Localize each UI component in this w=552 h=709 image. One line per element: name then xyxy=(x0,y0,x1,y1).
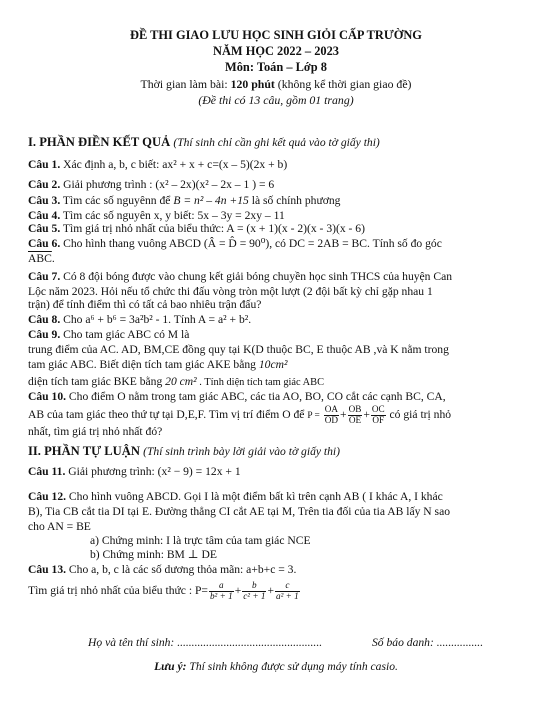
fraction-a: $\frac{a}{\text{b² + 1}}$ xyxy=(209,580,233,601)
school-year: NĂM HỌC 2022 – 2023 xyxy=(213,44,339,58)
question-2: Câu 2. Giải phương trình : (x² – 2x)(x² – 2x – 1 ) = 6 xyxy=(28,178,275,191)
question-6-cont: $\overline{ABC}$. xyxy=(28,252,55,265)
question-11: Câu 11. Giải phương trình: (x² − 9) = 12x + 1 xyxy=(28,465,241,478)
question-12-l3: cho AN = BE xyxy=(28,520,91,533)
question-9: Câu 9. Cho tam giác ABC có M là xyxy=(28,328,190,341)
time-limit: Thời gian làm bài: 120 phút (không kể thời gian giao đề) xyxy=(140,77,412,91)
question-3: Câu 3. Tìm các số nguyênn để B = n² – 4n +15 là số chính phương xyxy=(28,194,341,207)
section1-heading: I. PHẦN ĐIỀN KẾT QUẢ (Thí sinh chỉ cần ghi kết quả vào tờ giấy thi) xyxy=(28,135,380,149)
section2-heading: II. PHẦN TỰ LUẬN (Thí sinh trình bày lời giải vào tờ giấy thi) xyxy=(28,444,341,458)
question-4: Câu 4. Tìm các số nguyên x, y biết: 5x – 3y = 2xy – 11 xyxy=(28,209,285,222)
question-12-a: a) Chứng minh: I là trực tâm của tam giác NCE xyxy=(90,534,311,547)
exam-title: ĐỀ THI GIAO LƯU HỌC SINH GIỎI CẤP TRƯỜNG xyxy=(130,28,422,42)
fraction-oa-od: $\frac{OA}{OD}$ xyxy=(324,404,339,425)
candidate-name-line: Họ và tên thí sinh: .................................................. xyxy=(88,636,323,649)
question-10-l3: nhất, tìm giá trị nhỏ nhất đó? xyxy=(28,425,163,438)
question-7-l2: Lộc năm 2023. Hỏi nếu tổ chức thi đấu vòng tròn một lượt (2 đội bất kỳ chỉ gặp nhau 1 xyxy=(28,285,433,298)
question-6: Câu 6. Cho hình thang vuông ABCD (Â = D̂ = 90⁰), có DC = 2AB = BC. Tính số đo góc xyxy=(28,237,442,250)
question-13-l2: Tìm giá trị nhỏ nhất của biểu thức : P= $\frac{a}{\text{b² + 1}}$ + $\frac{b}{\text{c² + 1}}$ + $\frac{c}{\text{a² + 1}}$ xyxy=(28,580,299,601)
question-7: Câu 7. Có 8 đội bóng được vào chung kết giải bóng chuyền học sinh THCS của huyện Can xyxy=(28,270,453,283)
fraction-ob-oe: $\frac{OB}{OE}$ xyxy=(348,404,362,425)
question-12-b: b) Chứng minh: BM ⊥ DE xyxy=(90,548,218,561)
footer-note: Lưu ý: Thí sinh không được sử dụng máy tính casio. xyxy=(154,660,398,673)
question-10-l2: AB của tam giác theo thứ tự tại D,E,F. Tìm vị trí điểm O để P = $\frac{OA}{OD}$ + $\frac{OB}{OE}$ + $\frac{OC}{OF}$ có giá trị nhỏ xyxy=(28,404,452,425)
fraction-b: $\frac{b}{\text{c² + 1}}$ xyxy=(243,580,266,601)
question-12-l2: B), Tia CB cắt tia DI tại E. Đường thẳng CI cắt AE tại M, Trên tia đối của tia AB lấy N sao xyxy=(28,505,451,518)
question-9-l3: tam giác ABC. Biết diện tích tam giác AKE bằng 10cm² xyxy=(28,358,288,371)
fraction-c: $\frac{c}{\text{a² + 1}}$ xyxy=(276,580,299,601)
question-13: Câu 13. Cho a, b, c là các số dương thỏa mãn: a+b+c = 3. xyxy=(28,563,297,576)
candidate-number-line: Số báo danh: ................ xyxy=(372,636,484,649)
question-7-l3: trận) để tính điểm thì có tất cả bao nhiêu trận đấu? xyxy=(28,298,262,311)
question-5: Câu 5. Tìm giá trị nhỏ nhất của biểu thức: A = (x + 1)(x - 2)(x - 3)(x - 6) xyxy=(28,222,365,235)
question-1: Câu 1. Xác định a, b, c biết: ax² + x + c=(x – 5)(2x + b) xyxy=(28,158,288,171)
question-9-l2: trung điểm của AC. AD, BM,CE đồng quy tại K(D thuộc BC, E thuộc AB ,và K nằm trong xyxy=(28,343,449,356)
question-10: Câu 10. Cho điểm O nằm trong tam giác ABC, các tia AO, BO, CO cắt các cạnh BC, CA, xyxy=(28,390,446,403)
question-9-l4: diện tích tam giác BKE bằng 20 cm² . Tính diện tích tam giác ABC xyxy=(28,375,325,388)
question-12: Câu 12. Cho hình vuông ABCD. Gọi I là một điểm bất kì trên cạnh AB ( I khác A, I khác xyxy=(28,490,443,503)
question-8: Câu 8. Cho a⁶ + b⁶ = 3a²b² - 1. Tính A = a² + b². xyxy=(28,313,252,326)
subject: Môn: Toán – Lớp 8 xyxy=(225,60,327,74)
fraction-oc-of: $\frac{OC}{OF}$ xyxy=(371,404,385,425)
page-count: (Đề thi có 13 câu, gồm 01 trang) xyxy=(198,93,354,107)
